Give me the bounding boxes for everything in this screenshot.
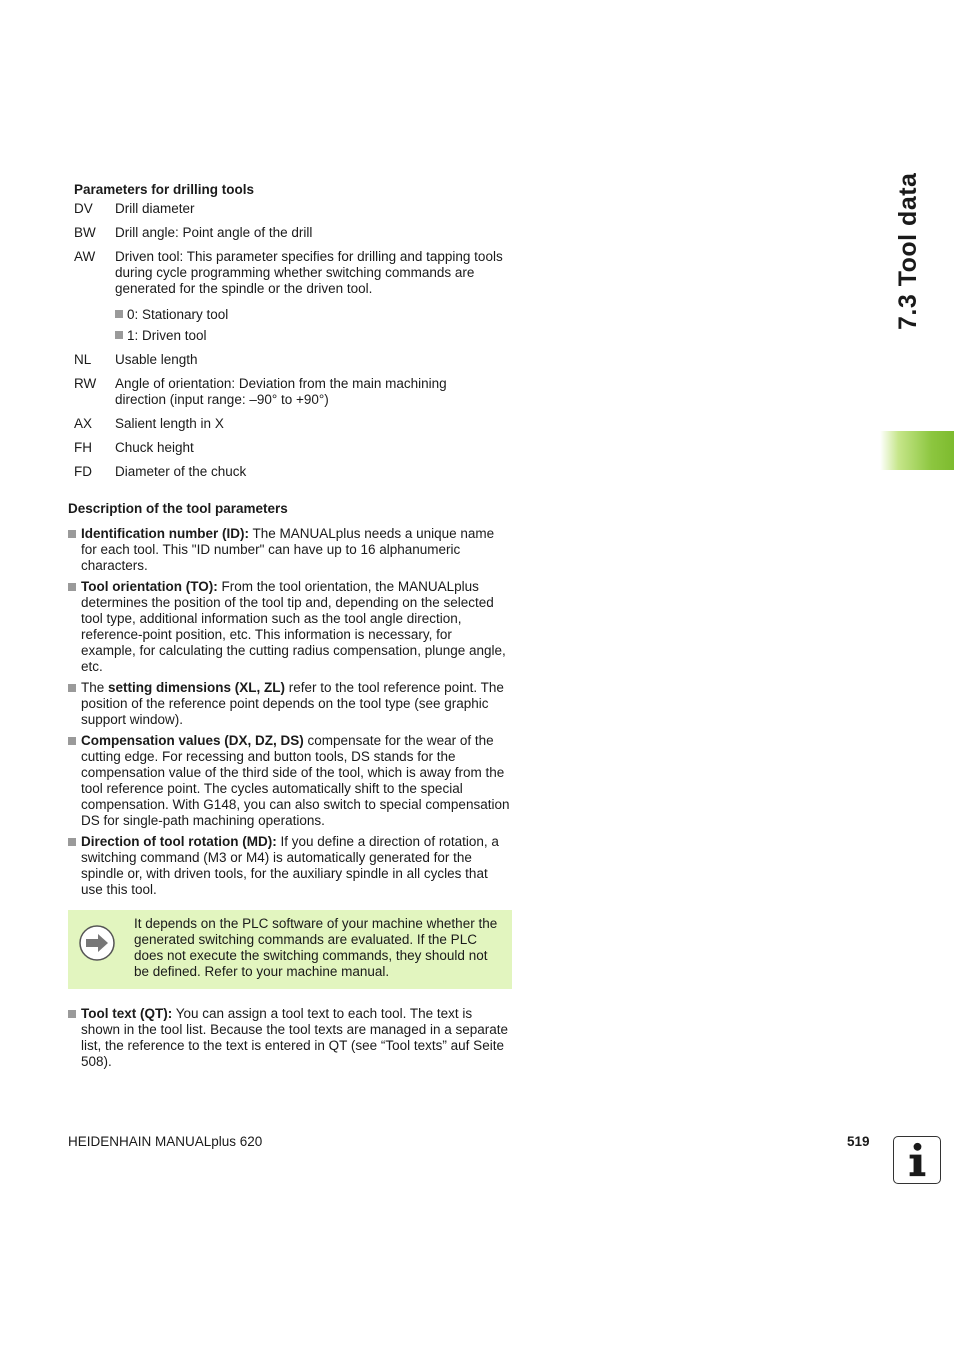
- param-code: RW: [74, 376, 97, 391]
- param-code: AX: [74, 416, 93, 431]
- param-code: FH: [74, 440, 92, 455]
- param-code: DV: [74, 201, 93, 216]
- chapter-tab-marker: [880, 431, 954, 470]
- param-code: FD: [74, 464, 92, 479]
- list-item: [68, 733, 510, 829]
- param-desc: Drill diameter: [115, 201, 195, 216]
- note-box: [68, 910, 512, 989]
- param-desc: Diameter of the chuck: [115, 464, 247, 479]
- aw-option-label: 1: Driven tool: [127, 328, 207, 343]
- list-item: [68, 834, 510, 898]
- bullet-text: The MANUALplus needs a unique name for each tool. This "ID number" can have up to 16 alphanumeric characters.: [81, 526, 495, 573]
- note-text: It depends on the PLC software of your machine whether the generated switching commands are evaluated. If the PLC does not execute the switching commands, they should not be defined. Refer to your machine manual.: [134, 916, 498, 979]
- footer-product: HEIDENHAIN MANUALplus 620: [68, 1134, 263, 1149]
- param-code: AW: [74, 249, 96, 264]
- param-desc: Angle of orientation: Deviation from the main machining direction (input range: –90° to +90°): [115, 376, 447, 407]
- bullet-text: You can assign a tool text to each tool. The text is shown in the tool list. Because the tool texts are managed in a separate list, the reference to the text is entered in QT (see “Tool texts” auf Seite 508).: [81, 1006, 509, 1069]
- chapter-tab-title: 7.3 Tool data: [894, 172, 922, 330]
- list-item: [68, 1006, 510, 1070]
- page-number: 519: [847, 1134, 870, 1149]
- bullet-square-icon: [68, 737, 76, 745]
- aw-option: [115, 307, 228, 323]
- bullet-term: setting dimensions (XL, ZL): [108, 680, 286, 695]
- bullet-square-icon: [68, 1010, 76, 1018]
- param-code: BW: [74, 225, 96, 240]
- bullet-term: Identification number (ID):: [81, 526, 249, 541]
- bullet-term: Tool text (QT):: [81, 1006, 173, 1021]
- description-heading: Description of the tool parameters: [68, 501, 288, 516]
- bullet-prefix: The: [81, 680, 109, 695]
- bullet-term: Direction of tool rotation (MD):: [81, 834, 277, 849]
- bullet-text: refer to the tool reference point. The position of the reference point depends on the tool type (see graphic support window).: [81, 680, 504, 727]
- bullet-term: Compensation values (DX, DZ, DS): [81, 733, 304, 748]
- param-desc: Drill angle: Point angle of the drill: [115, 225, 313, 240]
- list-item: [68, 579, 510, 675]
- arrow-right-icon: [78, 924, 116, 962]
- params-heading: Parameters for drilling tools: [74, 182, 255, 197]
- bullet-text: compensate for the wear of the cutting edge. For recessing and button tools, DS stands for the compensation value of the third side of the tool, which is away from the tool reference point. The cycles automatically shift to the special compensation. With G148, you can also switch to special compensation DS for single-path machining operations.: [81, 733, 510, 828]
- aw-option: [115, 328, 207, 344]
- bullet-text: If you define a direction of rotation, a switching command (M3 or M4) is automatically generated for the spindle or, with driven tools, for the auxiliary spindle in all cycles that use this tool.: [81, 834, 499, 897]
- bullet-square-icon: [115, 331, 123, 339]
- param-desc: Usable length: [115, 352, 198, 367]
- list-item: [68, 526, 510, 574]
- param-desc: Salient length in X: [115, 416, 224, 431]
- info-icon: [893, 1136, 941, 1184]
- param-desc: Chuck height: [115, 440, 194, 455]
- bullet-square-icon: [68, 583, 76, 591]
- bullet-square-icon: [115, 310, 123, 318]
- bullet-term: Tool orientation (TO):: [81, 579, 218, 594]
- param-desc: Driven tool: This parameter specifies for drilling and tapping tools during cycle programming whether switching commands are generated for the spindle or the driven tool.: [115, 249, 503, 296]
- bullet-text: From the tool orientation, the MANUALplus determines the position of the tool tip and, depending on the selected tool type, additional information such as the tool angle direction, reference-point position, etc. This information is necessary, for example, for calculating the cutting radius compensation, plunge angle, etc.: [81, 579, 506, 674]
- aw-option-label: 0: Stationary tool: [127, 307, 229, 322]
- list-item: [68, 680, 510, 728]
- param-code: NL: [74, 352, 92, 367]
- bullet-square-icon: [68, 530, 76, 538]
- bullet-square-icon: [68, 684, 76, 692]
- bullet-square-icon: [68, 838, 76, 846]
